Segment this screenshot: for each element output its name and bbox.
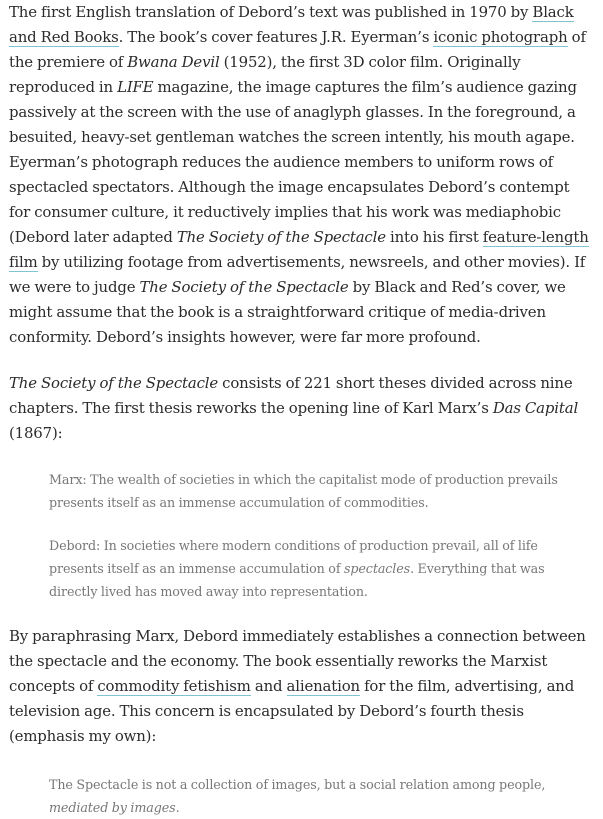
- text-span: .: [175, 800, 180, 815]
- book-title: The Society of the Spectacle: [176, 228, 386, 246]
- text-span: . Everything that was directly lived has moved away into representation.: [49, 561, 545, 599]
- text-span: By paraphrasing Marx, Debord immediately establishes a connection between the spectacle and the economy. The book essentially reworks the Marxist concepts of: [9, 627, 586, 695]
- text-span: consists of 221 short theses divided across nine chapters. The first thesis reworks the opening line of Karl Marx’s: [9, 374, 573, 417]
- link-black-and-red-books[interactable]: Black and Red Books: [9, 3, 574, 46]
- book-title: The Society of the Spectacle: [9, 374, 219, 392]
- magazine-title-life: LIFE: [117, 78, 154, 96]
- text-span: into his first: [385, 228, 483, 246]
- emphasis: spectacles: [343, 561, 411, 576]
- text-span: (1952), the first 3D color film. Originally reproduced in: [9, 53, 521, 96]
- blockquote-marx: Marx: The wealth of societies in which the capitalist mode of production prevails presents itself as an immense accumulation of commodities.: [49, 472, 558, 510]
- link-commodity-fetishism[interactable]: commodity fetishism: [97, 677, 251, 695]
- paragraph-marx-connection: [9, 624, 594, 749]
- blockquote-debord: [9, 534, 594, 603]
- text-span: (1867):: [9, 424, 63, 442]
- text-span: and: [250, 677, 287, 695]
- text-span: Debord: In societies where modern conditions of production prevail, all of life presents itself as an immense accumulation of: [49, 538, 538, 576]
- link-feature-length-film[interactable]: feature-length film: [9, 228, 589, 271]
- book-title: The Society of the Spectacle: [139, 278, 349, 296]
- text-span: The Spectacle is not a collection of images, but a social relation among people,: [49, 777, 546, 792]
- film-title-bwana-devil: Bwana Devil: [127, 53, 220, 71]
- paragraph-cover-history: [9, 0, 594, 350]
- emphasis: mediated by images: [49, 800, 176, 815]
- text-span: for the film, advertising, and television age. This concern is encapsulated by Debord’s fourth thesis (emphasis my own):: [9, 677, 575, 745]
- text-span: of the premiere of: [9, 28, 586, 71]
- book-title-das-capital: Das Capital: [492, 399, 579, 417]
- link-alienation[interactable]: alienation: [286, 677, 360, 695]
- text-span: . The book’s cover features J.R. Eyerman’s: [118, 28, 434, 46]
- text-span: by Black and Red’s cover, we might assume that the book is a straightforward critique of media-driven conformity. Debord’s insights however, were far more profound.: [9, 278, 566, 346]
- text-span: by utilizing footage from advertisements, newsreels, and other movies). If we were to judge: [9, 253, 586, 296]
- blockquote-fourth-thesis: [9, 773, 594, 819]
- link-iconic-photograph[interactable]: iconic photograph: [433, 28, 568, 46]
- paragraph-theses: [9, 371, 594, 446]
- text-span: magazine, the image captures the film’s audience gazing passively at the screen with the use of anaglyph glasses. In the foreground, a besuited, heavy-set gentleman watches the screen intently, his mouth agape. Eyerman’s photograph reduces the audience members to uniform rows of spectacled spectators. Although the image encapsulates Debord’s contempt for consumer culture, it reductively implies that his work was mediaphobic (Debord later adapted: [9, 78, 577, 246]
- text-span: The first English translation of Debord’s text was published in 1970 by: [9, 3, 533, 21]
